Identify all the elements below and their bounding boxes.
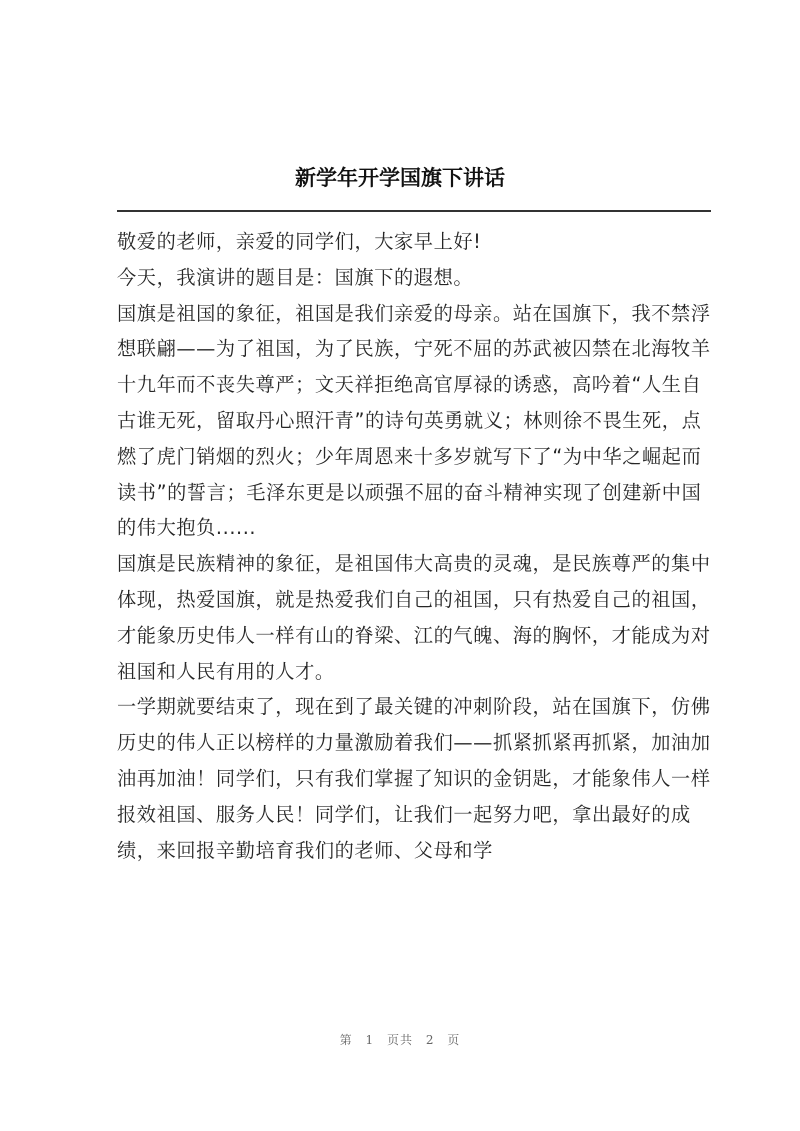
document-body: [117, 224, 711, 868]
page-footer: [0, 1031, 800, 1048]
footer-current-page: 1: [365, 1033, 375, 1047]
footer-suffix: 页: [447, 1033, 461, 1047]
paragraph-flag-symbol-of-motherland: 国旗是祖国的象征，祖国是我们亲爱的母亲。站在国旗下，我不禁浮想联翩——为了祖国，为了民族，宁死不屈的苏武被囚禁在北海牧羊十九年而不丧失尊严；文天祥拒绝高官厚禄的诱惑，高吟着“人生自古谁无死，留取丹心照汗青”的诗句英勇就义；林则徐不畏生死，点燃了虎门销烟的烈火；少年周恩来十多岁就写下了“为中华之崛起而读书”的誓言；毛泽东更是以顽强不屈的奋斗精神实现了创建新中国的伟大抱负......: [117, 301, 711, 540]
paragraph-semester-sprint: 一学期就要结束了，现在到了最关键的冲刺阶段，站在国旗下，仿佛历史的伟人正以榜样的力量激励着我们——抓紧抓紧再抓紧，加油加油再加油！同学们，只有我们掌握了知识的金钥匙，才能象伟人一样报效祖国、服务人民！同学们，让我们一起努力吧，拿出最好的成绩，来回报辛勤培育我们的老师、父母和学: [117, 695, 711, 862]
paragraph-flag-symbol-of-spirit: 国旗是民族精神的象征，是祖国伟大高贵的灵魂，是民族尊严的集中体现，热爱国旗，就是热爱我们自己的祖国，只有热爱自己的祖国，才能象历史伟人一样有山的脊梁、江的气魄、海的胸怀，才能成为对祖国和人民有用的人才。: [117, 552, 711, 683]
paragraph-greeting: 敬爱的老师，亲爱的同学们，大家早上好!: [117, 230, 482, 253]
footer-total-pages: 2: [425, 1033, 435, 1047]
title-underline: [117, 210, 711, 212]
footer-prefix: 第: [339, 1033, 353, 1047]
footer-middle: 页共: [386, 1033, 413, 1047]
document-title: 新学年开学国旗下讲话: [295, 165, 505, 190]
paragraph-topic: 今天，我演讲的题目是：国旗下的遐想。: [117, 265, 474, 289]
